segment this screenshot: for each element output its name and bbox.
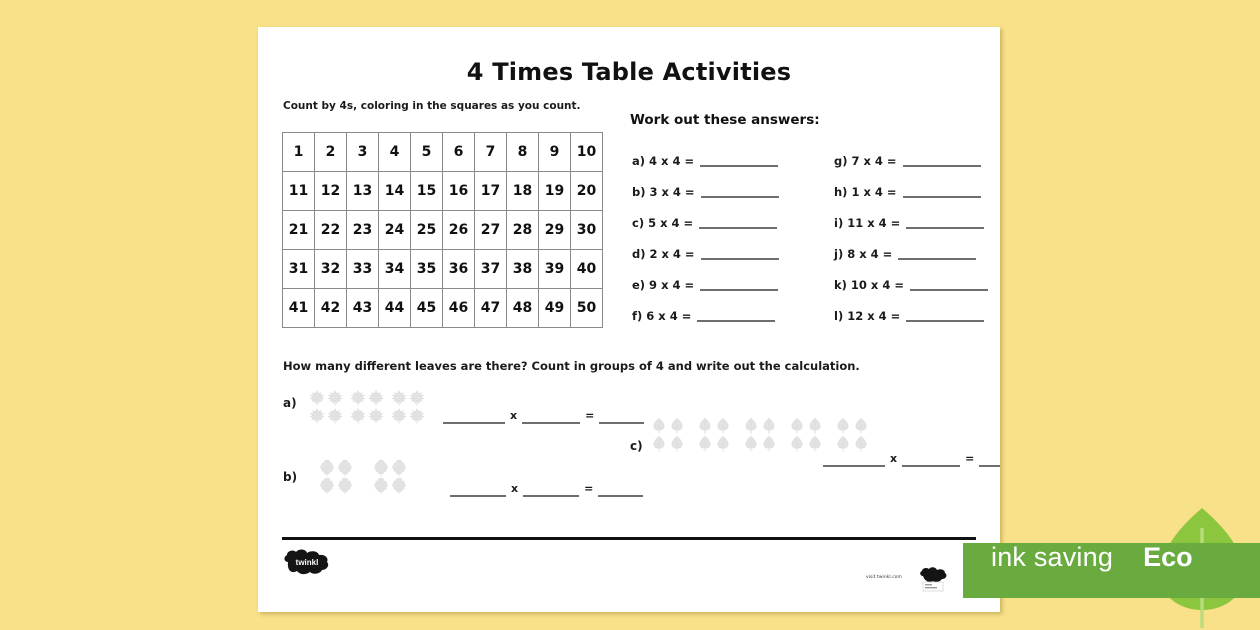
leaf-birch-icon	[760, 417, 778, 435]
visit-website-text: visit twinkl.com	[866, 575, 902, 580]
leaf-maple-icon	[408, 389, 426, 407]
grid-cell-32[interactable]: 32	[315, 250, 347, 289]
leaf-birch-icon	[650, 417, 668, 435]
grid-cell-40[interactable]: 40	[571, 250, 603, 289]
leaf-group	[390, 389, 426, 425]
grid-cell-8[interactable]: 8	[507, 133, 539, 172]
ink-saving-label: ink saving	[991, 542, 1114, 572]
leaf-group	[650, 417, 686, 453]
grid-cell-39[interactable]: 39	[539, 250, 571, 289]
leaf-maple-icon	[367, 407, 385, 425]
leaf-birch-icon	[806, 435, 824, 453]
footer-twinkl-mark	[919, 567, 949, 593]
leaf-oak-icon	[390, 459, 408, 477]
calculation-line-a	[443, 409, 644, 424]
leaf-oak-icon	[336, 459, 354, 477]
grid-cell-7[interactable]: 7	[475, 133, 507, 172]
leaves-instruction: How many different leaves are there? Count in groups of 4 and write out the calculation.	[283, 359, 860, 373]
answer-blank[interactable]	[700, 165, 778, 167]
leaf-maple-icon	[390, 407, 408, 425]
multiply-operator: x	[511, 482, 519, 495]
eco-label: Eco	[1143, 542, 1193, 572]
grid-cell-43[interactable]: 43	[347, 289, 379, 328]
question-text: f) 6 x 4 =	[632, 309, 692, 323]
leaf-birch-icon	[742, 435, 760, 453]
answer-row-e	[632, 263, 779, 294]
grid-row	[283, 172, 603, 211]
answer-row-b	[632, 170, 779, 201]
grid-cell-50[interactable]: 50	[571, 289, 603, 328]
grid-cell-31[interactable]: 31	[283, 250, 315, 289]
leaf-birch-icon	[668, 417, 686, 435]
answer-blank[interactable]	[898, 258, 976, 260]
leaf-birch-icon	[806, 417, 824, 435]
grid-row	[283, 250, 603, 289]
question-text: i) 11 x 4 =	[834, 216, 901, 230]
answer-row-a	[632, 139, 779, 170]
grid-cell-14[interactable]: 14	[379, 172, 411, 211]
grid-cell-34[interactable]: 34	[379, 250, 411, 289]
leaf-group	[696, 417, 732, 453]
grid-cell-13[interactable]: 13	[347, 172, 379, 211]
leaf-group	[318, 459, 354, 495]
page-title: 4 Times Table Activities	[466, 58, 792, 86]
grid-row	[283, 289, 603, 328]
leaf-oak-icon	[372, 477, 390, 495]
number-grid[interactable]	[282, 132, 603, 328]
grid-cell-27[interactable]: 27	[475, 211, 507, 250]
grid-cell-21[interactable]: 21	[283, 211, 315, 250]
grid-cell-33[interactable]: 33	[347, 250, 379, 289]
calc-blank-total[interactable]	[598, 495, 643, 497]
number-grid-container	[282, 132, 603, 328]
leaf-item-label-c: c)	[630, 439, 643, 453]
answer-blank[interactable]	[697, 320, 775, 322]
answer-row-f	[632, 294, 779, 325]
answers-column-left	[632, 139, 779, 325]
leaf-group	[308, 389, 344, 425]
upper-section	[258, 27, 1000, 327]
grid-cell-46[interactable]: 46	[443, 289, 475, 328]
grid-cell-41[interactable]: 41	[283, 289, 315, 328]
answer-row-i	[834, 201, 988, 232]
leaf-oak-icon	[318, 459, 336, 477]
calc-blank-per-group[interactable]	[522, 422, 580, 424]
twinkl-logo	[282, 549, 332, 575]
grid-cell-49[interactable]: 49	[539, 289, 571, 328]
answer-blank[interactable]	[906, 320, 984, 322]
leaf-groups-b	[318, 459, 408, 495]
leaf-item-label-b: b)	[283, 470, 298, 484]
grid-cell-9[interactable]: 9	[539, 133, 571, 172]
grid-cell-30[interactable]: 30	[571, 211, 603, 250]
leaf-maple-icon	[408, 407, 426, 425]
grid-cell-2[interactable]: 2	[315, 133, 347, 172]
count-instruction: Count by 4s, coloring in the squares as you count.	[283, 100, 581, 112]
leaf-birch-icon	[714, 417, 732, 435]
leaf-maple-icon	[349, 389, 367, 407]
leaf-birch-icon	[788, 417, 806, 435]
leaf-groups-c	[650, 417, 870, 453]
question-text: c) 5 x 4 =	[632, 216, 694, 230]
answer-row-d	[632, 232, 779, 263]
calc-blank-groups[interactable]	[450, 495, 506, 497]
calc-blank-groups[interactable]	[823, 465, 885, 467]
grid-cell-17[interactable]: 17	[475, 172, 507, 211]
leaf-maple-icon	[367, 389, 385, 407]
grid-cell-28[interactable]: 28	[507, 211, 539, 250]
leaf-birch-icon	[714, 435, 732, 453]
equals-operator: =	[584, 482, 594, 495]
answer-row-k	[834, 263, 988, 294]
calc-blank-groups[interactable]	[443, 422, 505, 424]
grid-cell-22[interactable]: 22	[315, 211, 347, 250]
leaf-birch-icon	[742, 417, 760, 435]
calc-blank-per-group[interactable]	[523, 495, 579, 497]
grid-cell-36[interactable]: 36	[443, 250, 475, 289]
answer-row-j	[834, 232, 988, 263]
grid-row	[283, 211, 603, 250]
leaf-item-label-a: a)	[283, 396, 297, 410]
answer-blank[interactable]	[700, 289, 778, 291]
leaf-groups-a	[308, 389, 426, 425]
grid-cell-37[interactable]: 37	[475, 250, 507, 289]
grid-cell-29[interactable]: 29	[539, 211, 571, 250]
leaf-birch-icon	[696, 417, 714, 435]
grid-cell-25[interactable]: 25	[411, 211, 443, 250]
leaf-birch-icon	[668, 435, 686, 453]
leaf-oak-icon	[372, 459, 390, 477]
leaf-maple-icon	[326, 407, 344, 425]
question-text: b) 3 x 4 =	[632, 185, 695, 199]
answer-blank[interactable]	[701, 258, 779, 260]
leaf-birch-icon	[852, 435, 870, 453]
question-text: g) 7 x 4 =	[834, 154, 897, 168]
leaf-birch-icon	[788, 435, 806, 453]
grid-row	[283, 133, 603, 172]
grid-cell-10[interactable]: 10	[571, 133, 603, 172]
grid-cell-20[interactable]: 20	[571, 172, 603, 211]
leaf-group	[788, 417, 824, 453]
multiply-operator: x	[890, 452, 898, 465]
calc-blank-per-group[interactable]	[902, 465, 960, 467]
calculation-line-b	[450, 482, 643, 497]
question-text: l) 12 x 4 =	[834, 309, 901, 323]
grid-cell-11[interactable]: 11	[283, 172, 315, 211]
question-text: e) 9 x 4 =	[632, 278, 695, 292]
leaf-oak-icon	[336, 477, 354, 495]
answer-blank[interactable]	[910, 289, 988, 291]
answer-blank[interactable]	[903, 165, 981, 167]
grid-cell-18[interactable]: 18	[507, 172, 539, 211]
multiply-operator: x	[510, 409, 518, 422]
grid-cell-19[interactable]: 19	[539, 172, 571, 211]
leaf-maple-icon	[349, 407, 367, 425]
grid-cell-38[interactable]: 38	[507, 250, 539, 289]
question-text: d) 2 x 4 =	[632, 247, 695, 261]
leaf-group	[742, 417, 778, 453]
leaf-birch-icon	[696, 435, 714, 453]
svg-text:twinkl: twinkl	[295, 558, 319, 567]
answer-blank[interactable]	[906, 227, 984, 229]
answer-row-h	[834, 170, 988, 201]
answer-row-l	[834, 294, 988, 325]
equals-operator: =	[965, 452, 975, 465]
grid-cell-12[interactable]: 12	[315, 172, 347, 211]
grid-cell-45[interactable]: 45	[411, 289, 443, 328]
worksheet-page	[258, 27, 1000, 612]
grid-cell-47[interactable]: 47	[475, 289, 507, 328]
answer-blank[interactable]	[701, 196, 779, 198]
leaf-group	[349, 389, 385, 425]
grid-cell-26[interactable]: 26	[443, 211, 475, 250]
calc-blank-total[interactable]	[599, 422, 644, 424]
footer-divider	[282, 537, 976, 540]
answers-column-right	[834, 139, 988, 325]
answer-blank[interactable]	[903, 196, 981, 198]
grid-cell-5[interactable]: 5	[411, 133, 443, 172]
answer-blank[interactable]	[699, 227, 777, 229]
calculation-line-c	[823, 452, 1000, 467]
leaf-group	[372, 459, 408, 495]
leaf-birch-icon	[834, 417, 852, 435]
grid-cell-15[interactable]: 15	[411, 172, 443, 211]
grid-cell-24[interactable]: 24	[379, 211, 411, 250]
leaf-birch-icon	[852, 417, 870, 435]
leaf-oak-icon	[318, 477, 336, 495]
grid-cell-3[interactable]: 3	[347, 133, 379, 172]
ink-saving-eco-badge	[963, 530, 1260, 630]
leaf-oak-icon	[390, 477, 408, 495]
leaf-maple-icon	[326, 389, 344, 407]
answer-row-c	[632, 201, 779, 232]
grid-cell-6[interactable]: 6	[443, 133, 475, 172]
question-text: j) 8 x 4 =	[834, 247, 893, 261]
eco-bar-labels	[963, 530, 1260, 585]
grid-cell-42[interactable]: 42	[315, 289, 347, 328]
grid-cell-35[interactable]: 35	[411, 250, 443, 289]
leaf-maple-icon	[390, 389, 408, 407]
question-text: k) 10 x 4 =	[834, 278, 904, 292]
leaf-group	[834, 417, 870, 453]
answer-row-g	[834, 139, 988, 170]
leaf-maple-icon	[308, 389, 326, 407]
leaf-birch-icon	[650, 435, 668, 453]
grid-cell-1[interactable]: 1	[283, 133, 315, 172]
leaf-birch-icon	[834, 435, 852, 453]
grid-cell-16[interactable]: 16	[443, 172, 475, 211]
answers-heading: Work out these answers:	[630, 112, 820, 128]
equals-operator: =	[585, 409, 595, 422]
grid-cell-4[interactable]: 4	[379, 133, 411, 172]
grid-cell-23[interactable]: 23	[347, 211, 379, 250]
question-text: a) 4 x 4 =	[632, 154, 695, 168]
calc-blank-total[interactable]	[979, 465, 1000, 467]
grid-cell-48[interactable]: 48	[507, 289, 539, 328]
leaf-birch-icon	[760, 435, 778, 453]
question-text: h) 1 x 4 =	[834, 185, 897, 199]
leaf-maple-icon	[308, 407, 326, 425]
grid-cell-44[interactable]: 44	[379, 289, 411, 328]
